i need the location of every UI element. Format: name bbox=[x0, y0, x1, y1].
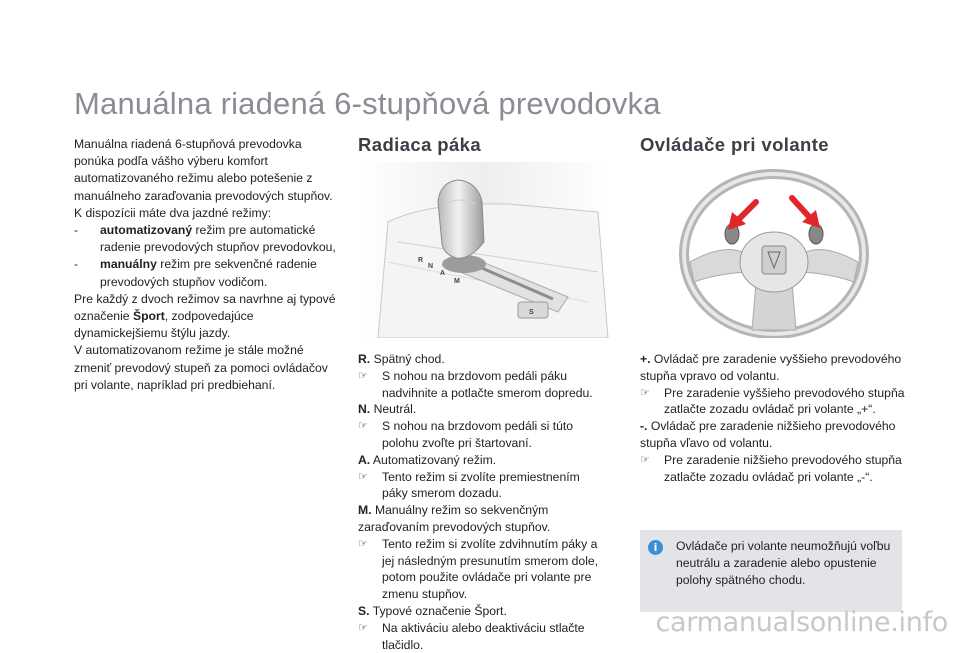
mode-description: režim pre sekvenčné radenie prevodových stupňov vodičom. bbox=[100, 257, 317, 289]
list-item: N. Neutrál. bbox=[358, 402, 417, 417]
mode-description: režim pre automatické radenie prevodových stupňov prevodovkou, bbox=[100, 223, 336, 255]
gate-label-r: R bbox=[418, 257, 424, 264]
list-item: ☞ Pre zaradenie vyššieho prevodového stupňa zatlačte zozadu ovládač pri volante „+“. bbox=[640, 385, 905, 417]
page-title: Manuálna riadená 6-stupňová prevodovka bbox=[74, 86, 661, 121]
intro-paragraph-1: Manuálna riadená 6-stupňová prevodovka ponúka podľa vášho výberu komfort automatizovaného režimu alebo potešenie z manuálneho zaraďovania prevodových stupňov. bbox=[74, 137, 333, 203]
list-item: ☞ S nohou na brzdovom pedáli si túto polohu zvoľte pri štartovaní. bbox=[358, 419, 574, 450]
pointing-hand-icon: ☞ bbox=[358, 419, 368, 433]
pointing-hand-icon: ☞ bbox=[358, 368, 368, 382]
list-item: ☞ Tento režim si zvolíte premiestnením páky smerom dozadu. bbox=[358, 469, 580, 501]
radiaca-paka-list bbox=[358, 351, 608, 653]
intro-paragraph-2: K dispozícii máte dva jazdné režimy: bbox=[74, 205, 272, 220]
list-item: ☞ Pre zaradenie nižšieho prevodového stupňa zatlačte zozadu ovládač pri volante „-“. bbox=[640, 452, 902, 484]
info-icon: i bbox=[648, 540, 663, 555]
heading-ovladace-pri-volante: Ovládače pri volante bbox=[640, 134, 829, 155]
info-notice bbox=[640, 530, 902, 612]
gate-label-a: A bbox=[440, 270, 446, 277]
mode-item-manual bbox=[74, 256, 344, 290]
mode-name: automatizovaný bbox=[100, 223, 193, 238]
list-item: A. Automatizovaný režim. bbox=[358, 452, 497, 467]
list-dash: - bbox=[74, 223, 79, 238]
mode-name: manuálny bbox=[100, 257, 157, 272]
intro-paragraph-4: V automatizovanom režime je stále možné zmeniť prevodový stupeň za pomoci ovládačov pri volante, napríklad pri predbiehaní. bbox=[74, 343, 328, 392]
mode-item-automatic bbox=[74, 222, 344, 256]
list-item: R. Spätný chod. bbox=[358, 352, 445, 366]
gear-lever-illustration bbox=[358, 162, 610, 338]
heading-radiaca-paka: Radiaca páka bbox=[358, 134, 482, 155]
list-item: +. Ovládač pre zaradenie vyššieho prevodového stupňa vpravo od volantu. bbox=[640, 352, 902, 383]
list-item: ☞ Na aktiváciu alebo deaktiváciu stlačte tlačidlo. bbox=[358, 620, 585, 652]
pointing-hand-icon: ☞ bbox=[358, 536, 368, 550]
gate-label-m: M bbox=[454, 278, 460, 285]
pointing-hand-icon: ☞ bbox=[358, 620, 368, 634]
sport-button-label: S bbox=[529, 309, 534, 316]
list-item: ☞ Tento režim si zvolíte zdvihnutím páky a jej následným presunutím smerom dole, potom použite ovládače pri volante pre zmenu stupňov. bbox=[358, 536, 599, 602]
notice-text: Ovládače pri volante neumožňujú voľbu neutrálu a zaradenie alebo opustenie polohy spätného chodu. bbox=[676, 539, 891, 587]
list-item: -. Ovládač pre zaradenie nižšieho prevodového stupňa vľavo od volantu. bbox=[640, 419, 896, 450]
watermark: carmanualsonline.info bbox=[655, 607, 948, 638]
gate-label-n: N bbox=[428, 263, 434, 270]
list-item: S. Typové označenie Šport. bbox=[358, 603, 507, 618]
pointing-hand-icon: ☞ bbox=[640, 385, 650, 399]
pointing-hand-icon: ☞ bbox=[358, 469, 368, 483]
logo-emblem bbox=[762, 246, 786, 274]
paddle-plus bbox=[809, 224, 823, 244]
ovladace-list bbox=[640, 351, 910, 485]
steering-wheel-illustration bbox=[676, 162, 872, 338]
intro-paragraph-3: Pre každý z dvoch režimov sa navrhne aj typové označenie Šport, zodpovedajúce dynamickejšiemu štýlu jazdy. bbox=[74, 291, 336, 341]
list-item: M. Manuálny režim so sekvenčným zaraďovaním prevodových stupňov. bbox=[358, 503, 551, 534]
list-item: ☞ S nohou na brzdovom pedáli páku nadvihnite a potlačte smerom dopredu. bbox=[358, 368, 593, 400]
intro-column bbox=[74, 136, 344, 394]
list-dash: - bbox=[74, 257, 79, 272]
pointing-hand-icon: ☞ bbox=[640, 452, 650, 466]
